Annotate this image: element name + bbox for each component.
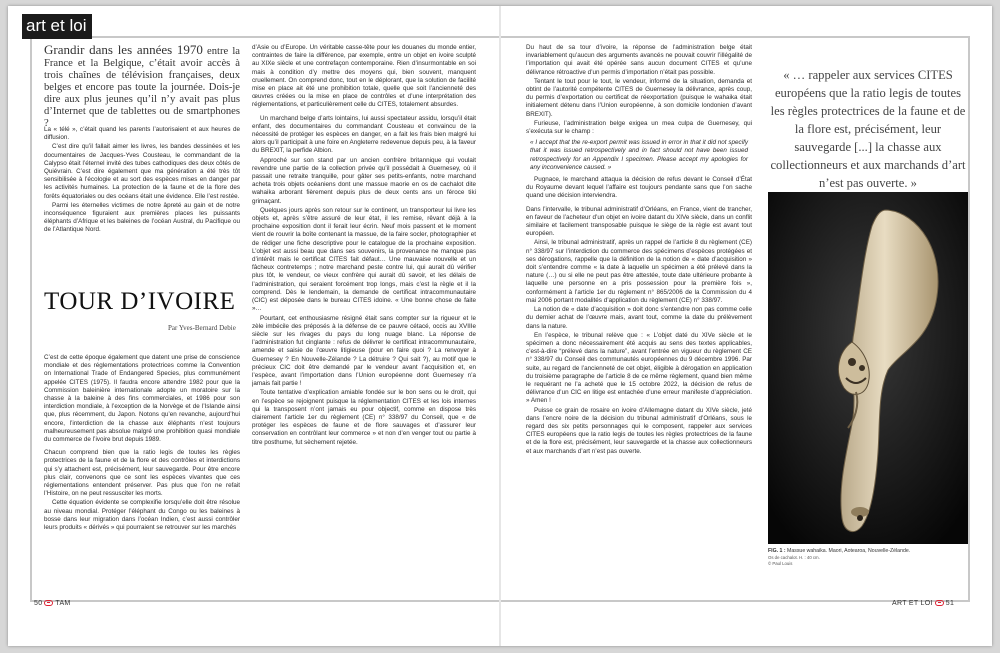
- paragraph: Dans l’intervalle, le tribunal administratif d’Orléans, en France, vient de trancher, en faveur de l’acheteur d’un objet en ivoire datant du XIVe siècle, dans un conflit similaire et facilement transposable puisque le siège de la règle est avant tout européen.: [526, 205, 752, 238]
- paragraph: Chacun comprend bien que la ratio legis de toutes les règles protectrices de la faune et de la flore et des contrôles et interdictions qui s’y attachent est, précisément, leur sauvegarde. Pour être encore plus clair, convenons que ce sont les espèces vivantes que ces réglementations entendent préserver. Pas plus que l’on ne refait l’Histoire, on ne peut ressusciter les morts.: [44, 449, 240, 498]
- paragraph: d’Asie ou d’Europe. Un véritable casse-tête pour les douanes du monde entier, contraintes de faire la différence, par exemple, entre un objet en ivoire sculpté au XIXe siècle et une contrefaçon contemporaine. Rien d’insurmontable en soi mais à condition d’y mettre des moyens qui, bien souvent, manquent cruellement. On comprend donc, tout en le déplorant, que la solution de facilité mise en place ait été une prohibition totale, quelle que soit l’ancienneté des œuvres créées ou la mise en place de contrôles et d’une interprétation des réglementations, et particulièrement celle du CITES, totalement absurdes.: [252, 44, 476, 109]
- pull-quote: « … rappeler aux services CITES européens que la ratio legis de toutes les règles protectrices de la faune et de la flore est, précisément, leur sauvegarde [...] la chasse aux collectionneurs et aux marchands d’art n’est pas ouverte. »: [770, 68, 966, 190]
- article-lede: [44, 44, 240, 130]
- paragraph: Parmi les éternelles victimes de notre âpreté au gain et de notre inconséquence figuraient aux premières places les puissants éléphants d’Afrique et les baleines de l’océan Austral, du Pacifique ou de l’Atlantique Nord.: [44, 201, 240, 234]
- magazine-brand: TAM: [55, 600, 71, 607]
- paragraph: Tentant le tout pour le tout, le vendeur, informé de la situation, demanda et obtint de l’autorité compétente CITES de Guernesey la délivrance, après coup, du permis d’exportation ou certificat de réexportation (puisque le wahaika était initialement détenu dans l’Union européenne, à son domicile londonien d’avant BREXIT).: [526, 77, 752, 118]
- page-number-right: 51: [945, 600, 955, 607]
- paragraph: En l’espèce, le tribunal relève que : « L’objet daté du XIVe siècle et le spécimen a donc nécessairement été acquis au sens des textes applicables, c’est-à-dire “prélevé dans la nature”, avant l’entrée en vigueur du règlement CE n° 338/97 du Conseil des communautés européennes du 9 décembre 1996. Par suite, au regard de l’ancienneté de cet objet, éligible à dérogation en application du troisième paragraphe de l’article 8 de ce même règlement, quand bien même le requérant ne l’a acheté que le 15 octobre 2022, la décision de refus de délivrance d’un CIC en litige est entachée d’une erreur manifeste d’appréciation. » Amen !: [526, 331, 752, 405]
- figure-caption: [768, 548, 968, 568]
- wahaika-club-photo: [768, 192, 968, 544]
- magazine-logo-icon: [935, 600, 944, 606]
- byline: Par Yves-Bernard Debie: [168, 324, 236, 332]
- article-title: TOUR D’IVOIRE: [44, 288, 236, 315]
- paragraph: C’est dire qu’il fallait aimer les livres, les bandes dessinées et les documentaires de Jacques-Yves Cousteau, le commandant de la Calypso était l’éternel invité des tubes cathodiques des deux côtés de Quiévrain. C’est dire également que ma génération a été très tôt sensibilisée à l’écologie et au sort des espèces mises en danger par les activités humaines. La protection de la faune et de la flore des forêts équatoriales ou des océans était une évidence. Elle l’est restée.: [44, 143, 240, 200]
- caption-credit: © Paul Louis: [768, 561, 793, 567]
- caption-details: Os de cachalot. H. : 40 cm.: [768, 554, 820, 560]
- caption-text: Massue wahaika. Maori, Aotearoa, Nouvelle-Zélande.: [785, 548, 911, 554]
- paragraph: Furieuse, l’administration belge exigea un mea culpa de Guernesey, qui s’exécuta sur le champ :: [526, 119, 752, 136]
- paragraph: Un marchand belge d’arts lointains, lui aussi spectateur assidu, lorsqu’il était enfant, des documentaires du commandant Cousteau et convaincu de la nécessité de protéger les espèces en danger, en a fait les frais bien malgré lui alors qu’il participait à une foire en Angleterre redevenue depuis peu, à la faveur du BREXIT, la perfide Albion.: [252, 114, 476, 155]
- paragraph: Pourtant, cet enthousiasme résigné était sans compter sur la rigueur et le zèle imbécile des préposés à la défense de ce pauvre cétacé, occis au XVIIIe siècle sur les rivages du pays du long nuage blanc. La réponse de l’administration fut cinglante : refus de délivrer le certificat intracommunautaire, amende et saisie de l’œuvre litigieuse (pour en faire quoi ? La renvoyer à Guernesey ? En Nouvelle-Zélande ? La détruire ? Qui sait ?), au motif que le précieux CIC doit être demandé par le vendeur avant l’acquisition et, en l’espèce, avant l’importation dans l’Union européenne dont Guernesey n’a jamais fait partie !: [252, 314, 476, 388]
- paragraph: Approché sur son stand par un ancien confrère britannique qui voulait revendre une partie de la collection privée qu’il possédait à Guernesey, où il passait une retraite tranquille, pour gâter ses petits-enfants, notre marchand acheta trois objets océaniens dont une massue maorie en os de cachalot dite wahaika arborant fièrement depuis plus de deux cents ans un féroce tiki grimaçant.: [252, 156, 476, 205]
- column-2: [252, 44, 476, 598]
- section-tab: art et loi: [22, 14, 92, 39]
- paragraph: La notion de « date d’acquisition » doit donc s’entendre non pas comme celle du dernier achat de l’œuvre mais, avant tout, comme la date du prélèvement dans la nature.: [526, 306, 752, 330]
- folio-section-label: ART ET LOI: [892, 600, 933, 607]
- paragraph: Puisse ce grain de rosaire en ivoire d’Allemagne datant du XIVe siècle, jeté dans l’encre noire de la décision du tribunal administratif d’Orléans, sous le regard des six petits personnages qui le composent, rappeler aux services CITES européens que la ratio legis de toutes les règles protectrices de la faune et de la flore est, précisément, leur sauvegarde et la chasse aux collectionneurs et aux marchands d’art n’est pas ouverte.: [526, 406, 752, 455]
- magazine-logo-icon: [44, 600, 53, 606]
- caption-label: FIG. 1 :: [768, 548, 786, 554]
- magazine-spread: [8, 6, 992, 646]
- paragraph: Toute tentative d’explication amiable fondée sur le bon sens ou le droit, qui en l’espèce se rejoignent puisque la réglementation CITES et les lois internes qui la transposent n’ont jamais eu pour objectif, comme en dispose très clairement l’article 1er du règlement (CE) n° 338/97 du Conseil, que « de protéger les espèces de faune et de flore sauvages et d’assurer leur conservation en contrôlant leur commerce » et non d’en venger tout ou partie à titre posthume, fut sèchement rejetée.: [252, 389, 476, 446]
- folio-left: [34, 600, 71, 607]
- folio-right: [892, 600, 954, 607]
- paragraph: C’est de cette époque également que datent une prise de conscience mondiale et des réglementations protectrices comme la Convention on International Trade of Endangered Species, plus communément appelée CITES (1975). Il faudra encore attendre 1982 pour que la Commission baleinière internationale adopte un moratoire sur la chasse à la baleine à des fins commerciales, et 1986 pour son interdiction mondiale, à l’exception de la Norvège et de l’Islande ainsi que, plus récemment, du Japon. Notons qu’en revanche, aujourd’hui encore, l’interdiction de la chasse aux éléphants n’est toujours malheureusement pas absolue malgré une prohibition quasi mondiale du commerce de l’ivoire brut depuis 1989.: [44, 354, 240, 444]
- page-gutter: [499, 6, 501, 646]
- column-3: [526, 44, 752, 598]
- page-number-left: 50: [34, 600, 43, 607]
- paragraph: Ainsi, le tribunal administratif, après un rappel de l’article 8 du règlement (CE) n° 338/97 sur l’interdiction du commerce des spécimens d’espèces protégées et ses dérogations, rappelle que la définition de la notion de « date d’acquisition » doit s’entendre comme « la date à laquelle un spécimen a été prélevé dans la nature (…) ou si elle ne peut pas être attestée, toute date ultérieure probante à laquelle une personne en a pris possession pour la première fois », conformément à l’article 1er du règlement n° 865/2006 de la Commission du 4 mai 2006 portant modalités d’application du règlement (CE) n° 338/97.: [526, 239, 752, 304]
- paragraph: Pugnace, le marchand attaqua la décision de refus devant le Conseil d’État du Royaume devant lequel l’affaire est toujours pendante sans que l’on sache quand une décision interviendra.: [526, 176, 752, 200]
- paragraph: Quelques jours après son retour sur le continent, un transporteur lui livre les objets et, après s’être assuré de leur état, il les remise, rêvant déjà à la prochaine exposition dont il ferait leur écrin. Neuf mois passent et le moment vient de rouvrir la boîte contenant la massue, de la faire socler, photographier et de rédiger une fiche descriptive pour le catalogue de la prochaine exposition. L’objet est aussi beau que dans ses souvenirs, la provenance ne manque pas d’intérêt mais le certificat CITES fait défaut… Une mauvaise nouvelle et un fâcheux contretemps ; notre marchand peste contre lui, qui aurait dû vérifier plus tôt, le vendeur, ce vieux confrère qui aurait dû savoir, et les délais de l’administration, qui seraient forcément trop longs, mais c’est la règle et il la comprend. Dès le lendemain, la demande de certificat intracommunautaire (CIC) est déposée dans le bureau CITES idoine. « Une bonne chose de faite »…: [252, 206, 476, 313]
- lede-intro: Grandir dans les années 1970: [44, 42, 203, 57]
- column-1-bottom: [44, 354, 240, 598]
- paragraph: Du haut de sa tour d’ivoire, la réponse de l’administration belge était invariablement qu’aucun des arguments avancés ne pouvait couvrir l’illégalité de l’importation qui avait été opérée sans aucun document CITES et qu’une délivrance rétroactive d’un permis d’importation n’était pas possible.: [526, 44, 752, 76]
- block-quote: « I accept that the re-export permit was issued in error in that it did not specify that it was issued retrospectively and in fact should not have been issued retrospectively for an Appendix I specimen. Please accept my apologies for any inconvenience caused. »: [530, 139, 748, 171]
- paragraph: Cette équation évidente se complexifie lorsqu’elle doit être résolue au niveau mondial. Protéger l’éléphant du Congo ou les baleines à bosse dans leur migration dans l’océan Indien, c’est aussi contrôler leurs produits « dérivés » qui pourraient se retrouver sur les marchés: [44, 499, 240, 532]
- lede-text: entre la France et la Belgique, c’était avoir accès à trois chaînes de télévision françaises, deux belges et encore pas toute la journée. Dois-je dire aux plus jeunes qu’il n’y avait pas plus d’Internet que de tablettes ou de smartphones ?: [44, 46, 240, 129]
- wahaika-illustration: [768, 192, 968, 544]
- column-1-top: [44, 126, 240, 256]
- paragraph: La « télé », c’était quand les parents l’autorisaient et aux heures de diffusion.: [44, 126, 240, 142]
